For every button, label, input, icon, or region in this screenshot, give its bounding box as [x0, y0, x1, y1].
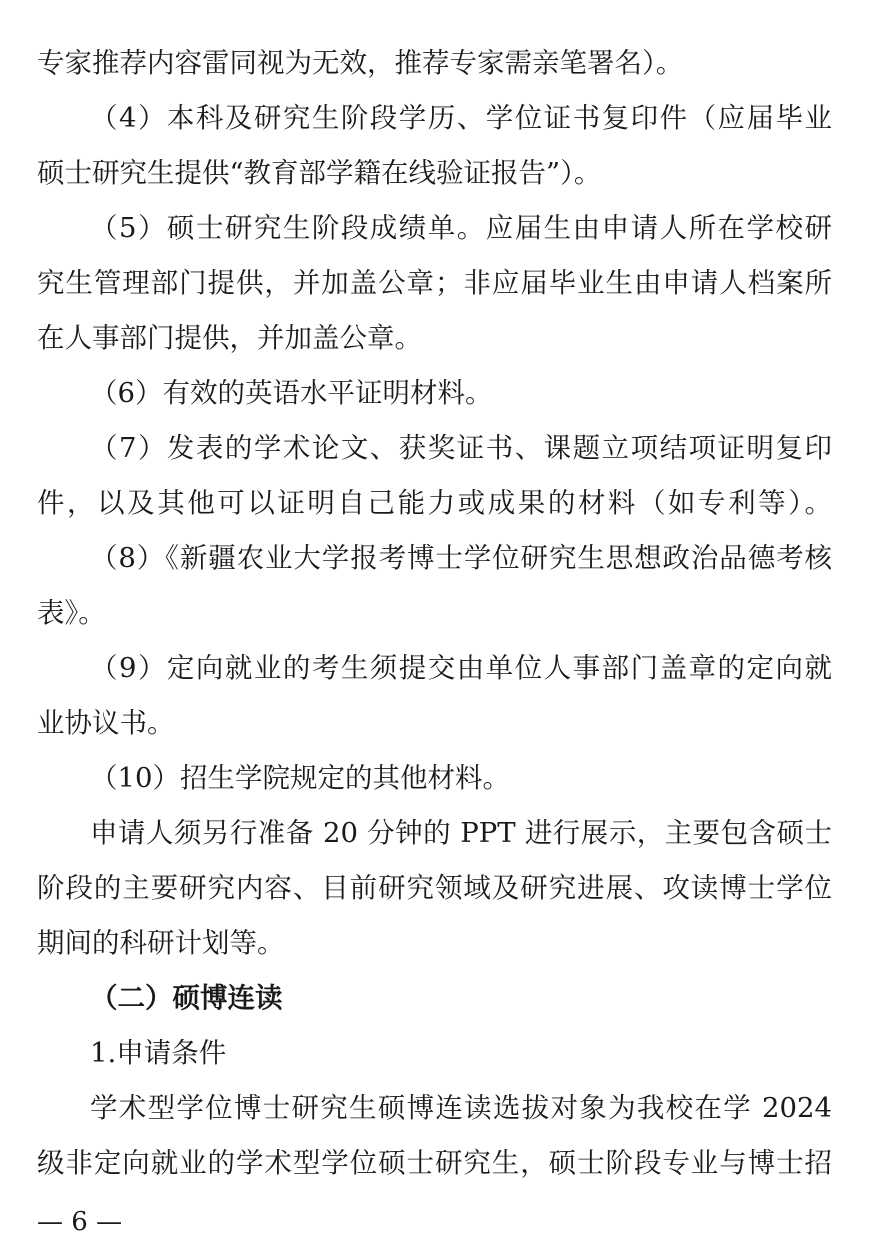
- text-line: 表》。: [37, 597, 106, 629]
- subsection-heading: 1.申请条件: [90, 1037, 227, 1069]
- text-line: 业协议书。: [37, 707, 175, 739]
- text-line: （5）硕士研究生阶段成绩单。应届生由申请人所在学校研: [90, 212, 832, 244]
- text-line: 申请人须另行准备 20 分钟的 PPT 进行展示，主要包含硕士: [90, 817, 832, 849]
- text-line: 件，以及其他可以证明自己能力或成果的材料（如专利等）。: [37, 487, 832, 519]
- text-line: 究生管理部门提供，并加盖公章；非应届毕业生由申请人档案所: [37, 267, 832, 299]
- page-number: — 6 —: [37, 1207, 123, 1237]
- text-line: （9）定向就业的考生须提交由单位人事部门盖章的定向就: [90, 652, 832, 684]
- section-heading: （二）硕博连读: [90, 982, 283, 1014]
- text-line: 专家推荐内容雷同视为无效，推荐专家需亲笔署名）。: [37, 47, 684, 79]
- text-line: （7）发表的学术论文、获奖证书、课题立项结项证明复印: [90, 432, 832, 464]
- text-line: 期间的科研计划等。: [37, 927, 285, 959]
- text-line: 级非定向就业的学术型学位硕士研究生，硕士阶段专业与博士招: [37, 1147, 832, 1179]
- text-line: 阶段的主要研究内容、目前研究领域及研究进展、攻读博士学位: [37, 872, 832, 904]
- text-line: （6）有效的英语水平证明材料。: [90, 377, 493, 409]
- text-line: 学术型学位博士研究生硕博连读选拔对象为我校在学 2024: [90, 1092, 832, 1124]
- text-line: （8）《新疆农业大学报考博士学位研究生思想政治品德考核: [90, 542, 832, 574]
- text-line: 在人事部门提供，并加盖公章。: [37, 322, 422, 354]
- text-line: （10）招生学院规定的其他材料。: [90, 762, 510, 794]
- text-line: 硕士研究生提供“教育部学籍在线验证报告”）。: [37, 157, 602, 189]
- text-line: （4）本科及研究生阶段学历、学位证书复印件（应届毕业: [90, 102, 832, 134]
